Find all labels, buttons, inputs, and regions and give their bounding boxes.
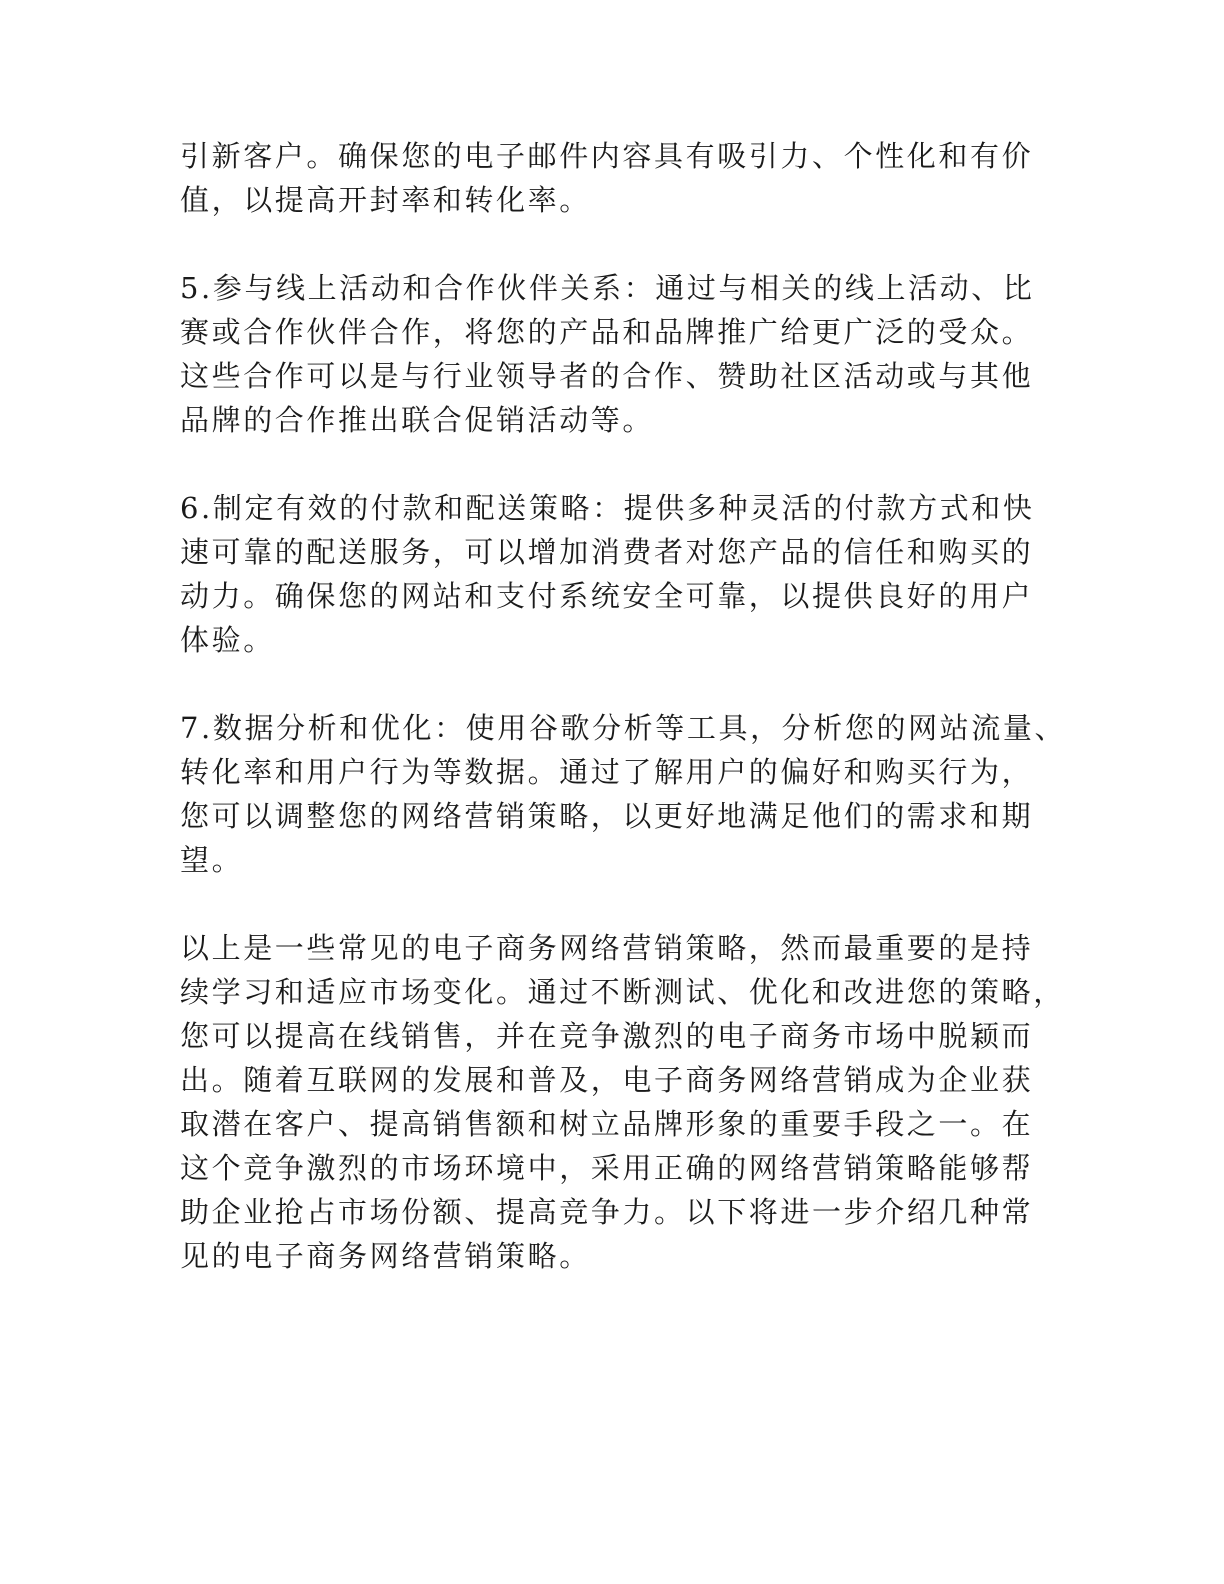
text-line: 见的电子商务网络营销策略。	[180, 1239, 591, 1273]
text-line: 望。	[180, 843, 244, 877]
text-line: 体验。	[180, 623, 275, 657]
paragraph-item-7	[180, 706, 1067, 882]
text-line: 赛或合作伙伴合作，将您的产品和品牌推广给更广泛的受众。	[180, 315, 1034, 349]
text-line: 6.制定有效的付款和配送策略：提供多种灵活的付款方式和快	[180, 491, 1035, 525]
text-line: 您可以提高在线销售，并在竞争激烈的电子商务市场中脱颖而	[180, 1019, 1034, 1053]
text-line: 引新客户。确保您的电子邮件内容具有吸引力、个性化和有价	[180, 139, 1034, 173]
paragraph-summary	[180, 926, 1065, 1278]
text-line: 您可以调整您的网络营销策略，以更好地满足他们的需求和期	[180, 799, 1034, 833]
text-line: 转化率和用户行为等数据。通过了解用户的偏好和购买行为，	[180, 755, 1034, 789]
text-line: 值，以提高开封率和转化率。	[180, 183, 591, 217]
text-line: 续学习和适应市场变化。通过不断测试、优化和改进您的策略，	[180, 975, 1065, 1009]
text-line: 动力。确保您的网站和支付系统安全可靠，以提供良好的用户	[180, 579, 1034, 613]
text-line: 速可靠的配送服务，可以增加消费者对您产品的信任和购买的	[180, 535, 1034, 569]
paragraph-item-5	[180, 266, 1044, 442]
document-body	[180, 134, 1067, 1322]
text-line: 助企业抢占市场份额、提高竞争力。以下将进一步介绍几种常	[180, 1195, 1034, 1229]
text-line: 5.参与线上活动和合作伙伴关系：通过与相关的线上活动、比	[180, 271, 1035, 305]
text-line: 这个竞争激烈的市场环境中，采用正确的网络营销策略能够帮	[180, 1151, 1034, 1185]
text-line: 以上是一些常见的电子商务网络营销策略，然而最重要的是持	[180, 931, 1034, 965]
paragraph-item-6	[180, 486, 1044, 662]
text-line: 出。随着互联网的发展和普及，电子商务网络营销成为企业获	[180, 1063, 1034, 1097]
text-line: 7.数据分析和优化：使用谷歌分析等工具，分析您的网站流量、	[180, 711, 1067, 745]
paragraph-email-marketing-tail	[180, 134, 1044, 222]
text-line: 取潜在客户、提高销售额和树立品牌形象的重要手段之一。在	[180, 1107, 1034, 1141]
text-line: 这些合作可以是与行业领导者的合作、赞助社区活动或与其他	[180, 359, 1034, 393]
text-line: 品牌的合作推出联合促销活动等。	[180, 403, 655, 437]
